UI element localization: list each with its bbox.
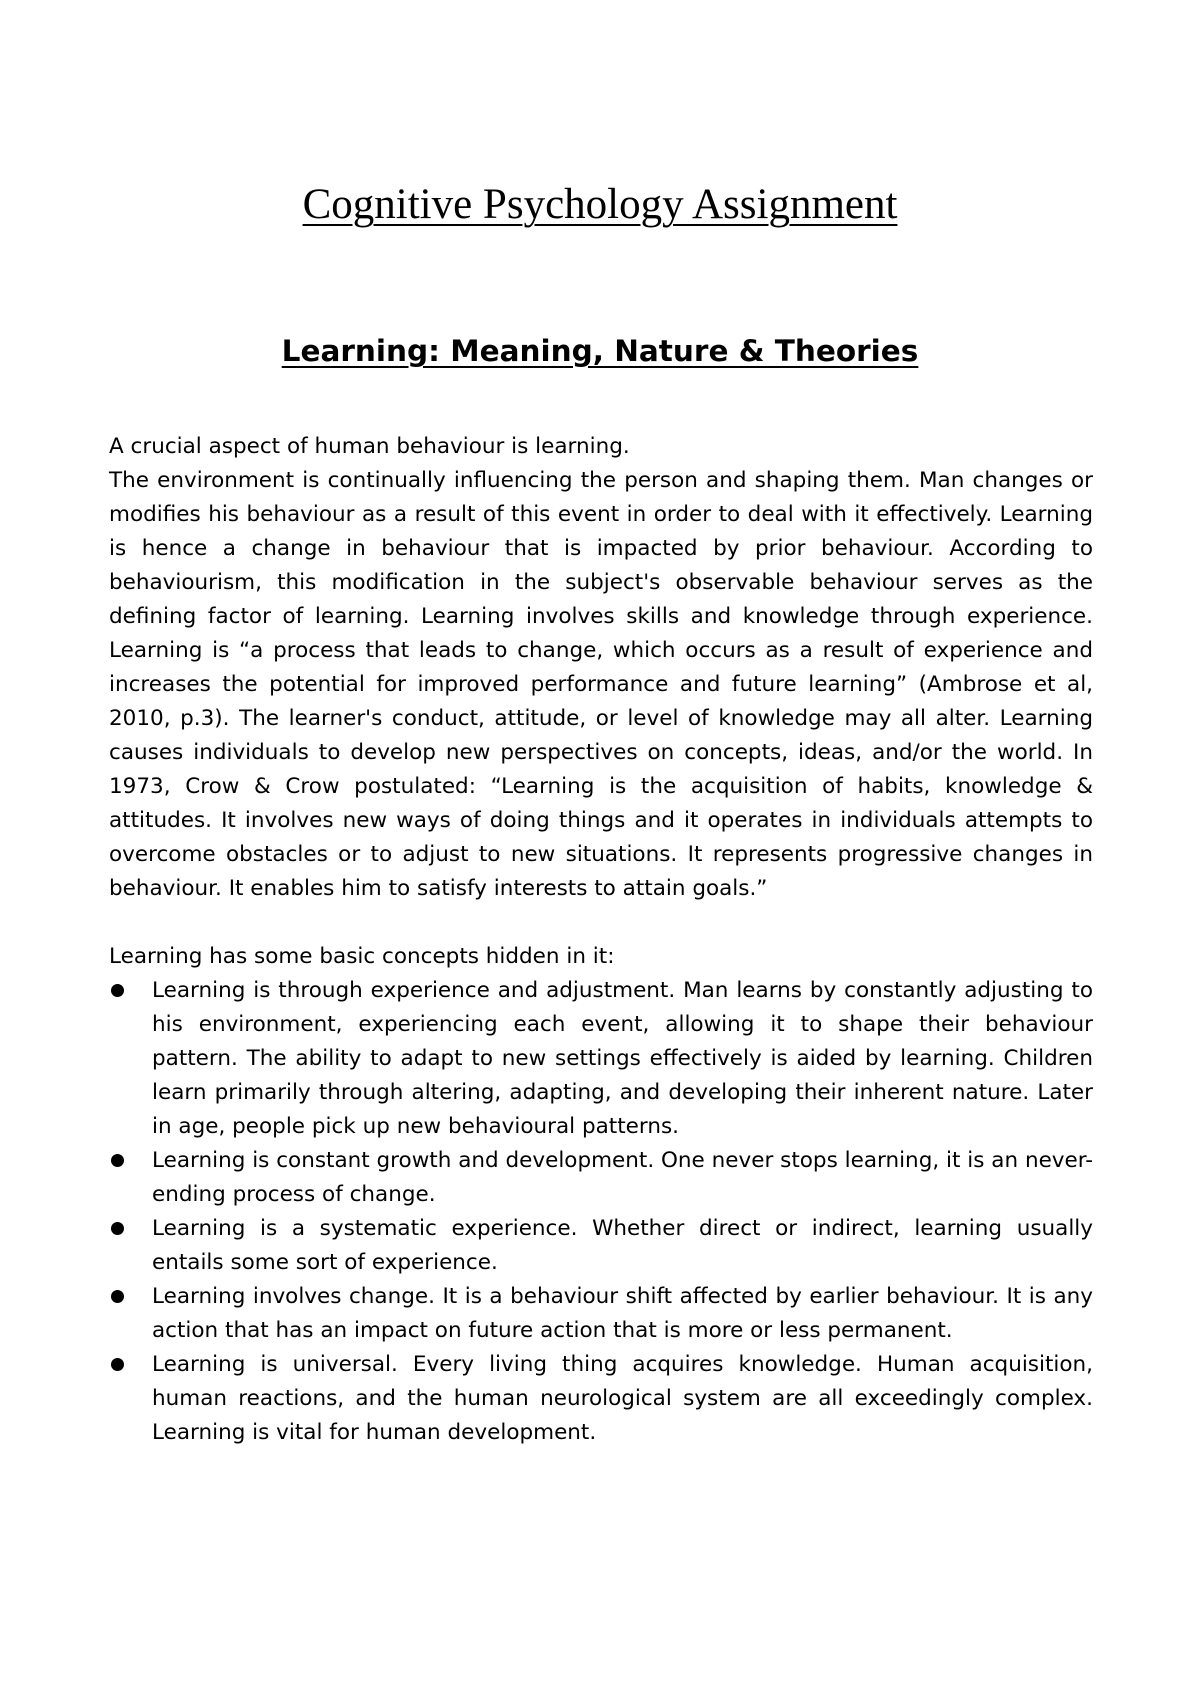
concepts-list: [109, 974, 1093, 1450]
list-item-text: Learning is constant growth and development. One never stops learning, it is an never-ending process of change.: [152, 1148, 1093, 1207]
list-item: [109, 1348, 1093, 1450]
bullet-icon: [111, 1154, 124, 1167]
document-subtitle: Learning: Meaning, Nature & Theories: [281, 334, 919, 368]
list-item: [109, 974, 1093, 1144]
list-item: [109, 1144, 1093, 1212]
bullet-icon: [111, 1222, 124, 1235]
concepts-intro: Learning has some basic concepts hidden in it:: [109, 944, 615, 969]
list-item-text: Learning is a systematic experience. Whether direct or indirect, learning usually entails some sort of experience.: [152, 1216, 1093, 1275]
list-item: [109, 1280, 1093, 1348]
document-body: [109, 430, 1093, 1450]
main-paragraph: The environment is continually influencing the person and shaping them. Man changes or modifies his behaviour as a result of this event in order to deal with it effectively. Learning is hence a change in behaviour that is impacted by prior behaviour. According to behaviourism, this modification in the subject's observable behaviour serves as the defining factor of learning. Learning involves skills and knowledge through experience. Learning is “a process that leads to change, which occurs as a result of experience and increases the potential for improved performance and future learning” (Ambrose et al, 2010, p.3). The learner's conduct, attitude, or level of knowledge may all alter. Learning causes individuals to develop new perspectives on concepts, ideas, and/or the world. In 1973, Crow & Crow postulated: “Learning is the acquisition of habits, knowledge & attitudes. It involves new ways of doing things and it operates in individuals attempts to overcome obstacles or to adjust to new situations. It represents progressive changes in behaviour. It enables him to satisfy interests to attain goals.”: [109, 468, 1093, 901]
intro-line: A crucial aspect of human behaviour is learning.: [109, 434, 630, 459]
bullet-icon: [111, 984, 124, 997]
paragraph-spacer: [109, 906, 1093, 940]
list-item-text: Learning involves change. It is a behaviour shift affected by earlier behaviour. It is any action that has an impact on future action that is more or less permanent.: [152, 1284, 1093, 1343]
list-item-text: Learning is through experience and adjustment. Man learns by constantly adjusting to his environment, experiencing each event, allowing it to shape their behaviour pattern. The ability to adapt to new settings effectively is aided by learning. Children learn primarily through altering, adapting, and developing their inherent nature. Later in age, people pick up new behavioural patterns.: [152, 978, 1093, 1139]
bullet-icon: [111, 1290, 124, 1303]
bullet-icon: [111, 1358, 124, 1371]
list-item: [109, 1212, 1093, 1280]
list-item-text: Learning is universal. Every living thing acquires knowledge. Human acquisition, human reactions, and the human neurological system are all exceedingly complex. Learning is vital for human development.: [152, 1352, 1093, 1445]
document-title: Cognitive Psychology Assignment: [302, 181, 898, 228]
